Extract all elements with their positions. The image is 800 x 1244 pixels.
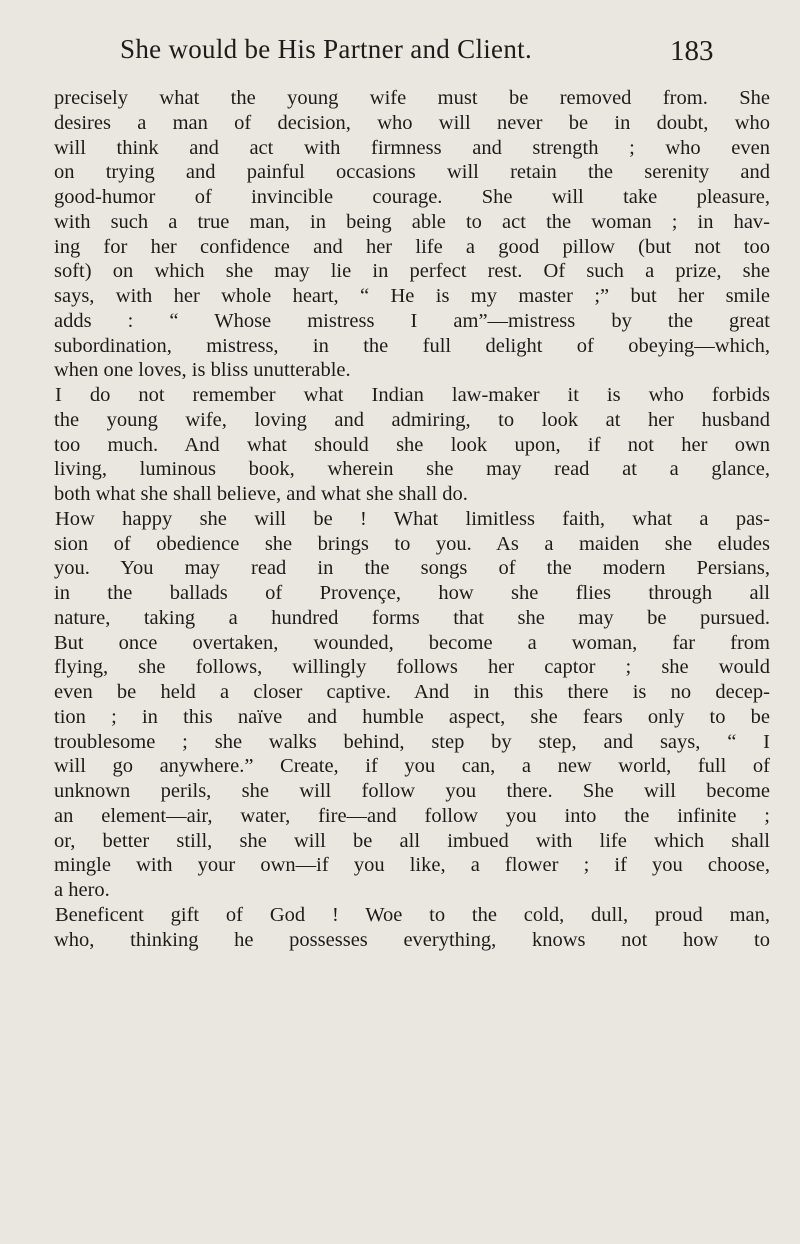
text-line: a hero. — [54, 879, 110, 901]
text-line: will think and act with firmness and strength ; who even — [54, 136, 770, 159]
text-line: flying, she follows, willingly follows her captor ; she would — [54, 656, 770, 679]
text-line: good-humor of invincible courage. She will take pleasure, — [54, 186, 770, 208]
text-line: too much. And what should she look upon, if not her own — [54, 433, 770, 456]
text-line: precisely what the young wife must be removed from. She — [54, 87, 770, 109]
text-line: even be held a closer captive. And in this there is no decep- — [54, 681, 770, 703]
text-line: who, thinking he possesses everything, knows not how to — [54, 928, 770, 951]
page-number: 183 — [670, 35, 714, 67]
text-line: you. You may read in the songs of the modern Persians, — [54, 557, 770, 580]
text-line: when one loves, is bliss unutterable. — [54, 359, 351, 382]
body-text — [54, 86, 770, 952]
text-line: But once overtaken, wounded, become a woman, far from — [54, 631, 770, 654]
text-line: the young wife, loving and admiring, to look at her husband — [54, 408, 770, 431]
text-line: mingle with your own—if you like, a flower ; if you choose, — [54, 854, 770, 877]
text-line: says, with her whole heart, “ He is my master ;” but her smile — [54, 285, 770, 307]
text-line: unknown perils, she will follow you there. She will become — [54, 780, 770, 802]
text-line: I do not remember what Indian law-maker it is who forbids — [55, 384, 770, 406]
text-line: will go anywhere.” Create, if you can, a new world, full of — [54, 755, 770, 778]
text-line: with such a true man, in being able to act the woman ; in hav- — [54, 210, 770, 233]
text-line: How happy she will be ! What limitless faith, what a pas- — [55, 507, 770, 530]
text-line: desires a man of decision, who will never be in doubt, who — [54, 111, 770, 134]
text-line: adds : “ Whose mistress I am”—mistress by the great — [54, 309, 770, 332]
text-line: sion of obedience she brings to you. As a maiden she eludes — [54, 532, 770, 555]
text-line: an element—air, water, fire—and follow you into the infinite ; — [54, 804, 770, 827]
text-line: subordination, mistress, in the full delight of obeying—which, — [54, 334, 770, 357]
text-line: tion ; in this naïve and humble aspect, she fears only to be — [54, 705, 770, 728]
text-line: living, luminous book, wherein she may read at a glance, — [54, 458, 770, 481]
running-head — [98, 34, 770, 74]
text-line: in the ballads of Provençe, how she flies through all — [54, 582, 770, 604]
text-line: or, better still, she will be all imbued with life which shall — [54, 829, 770, 852]
text-line: both what she shall believe, and what she shall do. — [54, 483, 468, 505]
text-line: nature, taking a hundred forms that she may be pursued. — [54, 606, 770, 629]
text-line: on trying and painful occasions will retain the serenity and — [54, 161, 770, 184]
text-line: Beneficent gift of God ! Woe to the cold, dull, proud man, — [55, 903, 770, 926]
running-title: She would be His Partner and Client. — [120, 34, 532, 64]
text-line: ing for her confidence and her life a good pillow (but not too — [54, 235, 770, 258]
text-line: troublesome ; she walks behind, step by step, and says, “ I — [54, 730, 770, 753]
text-line: soft) on which she may lie in perfect rest. Of such a prize, she — [54, 260, 770, 283]
